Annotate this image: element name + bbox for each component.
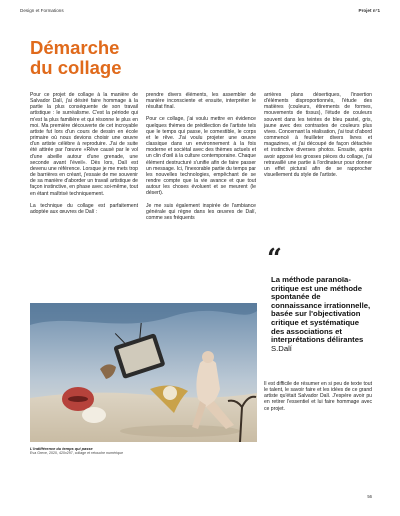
title-line-2: du collage [30,57,122,78]
paragraph: Pour ce collage, j'ai voulu mettre en évidence quelques thèmes de prédilection de l'artiste tels que le temps qui passe, le comestible, le corps et le rêve. J'ai voulu projeter une œuvre classique dans un environnement à la fois moderne et sociétal avec des thèmes actuels et un clin d'œil à la culture contemporaine. Chaque élément destructuré s'unifie afin de faire passer un message. Ici, l'inexorable partie du temps par les nouvelles technologies, empêchant de se rendre compte que la vie avance et que tout autour les choses évoluent et se meurent (le désert). [146,116,256,197]
paragraph: Je me suis également inspirée de l'ambiance générale qui règne dans les œuvres de Dalí, comme ses fréquents [146,202,256,221]
collage-artwork [30,303,257,442]
quote-mark-icon: “ [267,244,282,274]
paragraph: arrières plans désertiques, l'insertion d'éléments disproportionnés, l'étude des matières (couleurs, étirements de formes, mouvements de tissus), l'étude de couleurs souvent dans les teintes de bleu pastel, gris, jaune avec des contrastes de couleurs plus vives. Concernant la réalisation, j'ai tout d'abord commencé à feuilleter divers livres et magazines, et j'ai découpé de façon détachée et instinctive diverses photos. Ensuite, après avoir apposé les grosses pièces du collage, j'ai retravaillé une partie à l'ordinateur pour donner un effet pictural afin de se rapprocher visuellement du style de l'artiste. [264,92,372,179]
page-title [30,38,200,78]
column-1 [30,92,138,215]
paragraph: prendre divers éléments, les assembler de manière inconsciente et ensuite, interpréter le résultat final. [146,92,256,111]
quote-author: S.Dalí [271,343,292,353]
header-project: Projet n°1 [358,8,380,13]
caption-title: L'indifférence du temps qui passe [30,446,93,451]
paragraph: Pour ce projet de collage à la manière de Salvador Dalí, j'ai désiré faire hommage à la partie la plus conséquente de son travail artistique : le surréalisme. C'est la période qui m'est la plus familière et qui résonne le plus en moi. Ma première découverte de cet incroyable artiste fut lors d'un cours de dessin en école primaire où nous devions choisir une œuvre d'un artiste célèbre à reproduire. J'ai de suite été attirée par l'œuvre «Rêve causé par le vol d'une abeille autour d'une grenade, une seconde avant l'éveil». Dès lors, Dalí est devenu une référence. Lorsque je me mets trop de barrières en créant, j'essaie de me souvenir de sa manière d'aborder un travail artistique de façon instinctive, en phase avec soi-même, tout en étant maîtrisé techniquement. [30,92,138,197]
paragraph: La technique du collage est parfaitement adoptée aux œuvres de Dalí : [30,202,138,215]
pull-quote [271,276,371,353]
column-3-conclusion [264,381,372,412]
column-2 [146,92,256,221]
page-number: 56 [367,494,372,499]
paragraph: Il est difficile de résumer en si peu de texte tout le talent, le savoir faire et les idées de ce grand artiste qu'était Salvador Dalí. J'espère avoir pu en retirer l'essentiel et lui faire hommage avec ce projet. [264,381,372,412]
quote-text: La méthode paranoïa-critique est une méthode spontanée de connaissance irrationnelle, basée sur l'objectivation critique et systématique des associations et interprétations délirantes [271,275,371,345]
collage-illustration [30,303,257,442]
caption-details: Eva Greve, 2020, 420x297, collage et retouche numérique [30,451,124,455]
title-line-1: Démarche [30,37,120,58]
column-3 [264,92,372,178]
header-section: Design et Formations [20,8,64,13]
